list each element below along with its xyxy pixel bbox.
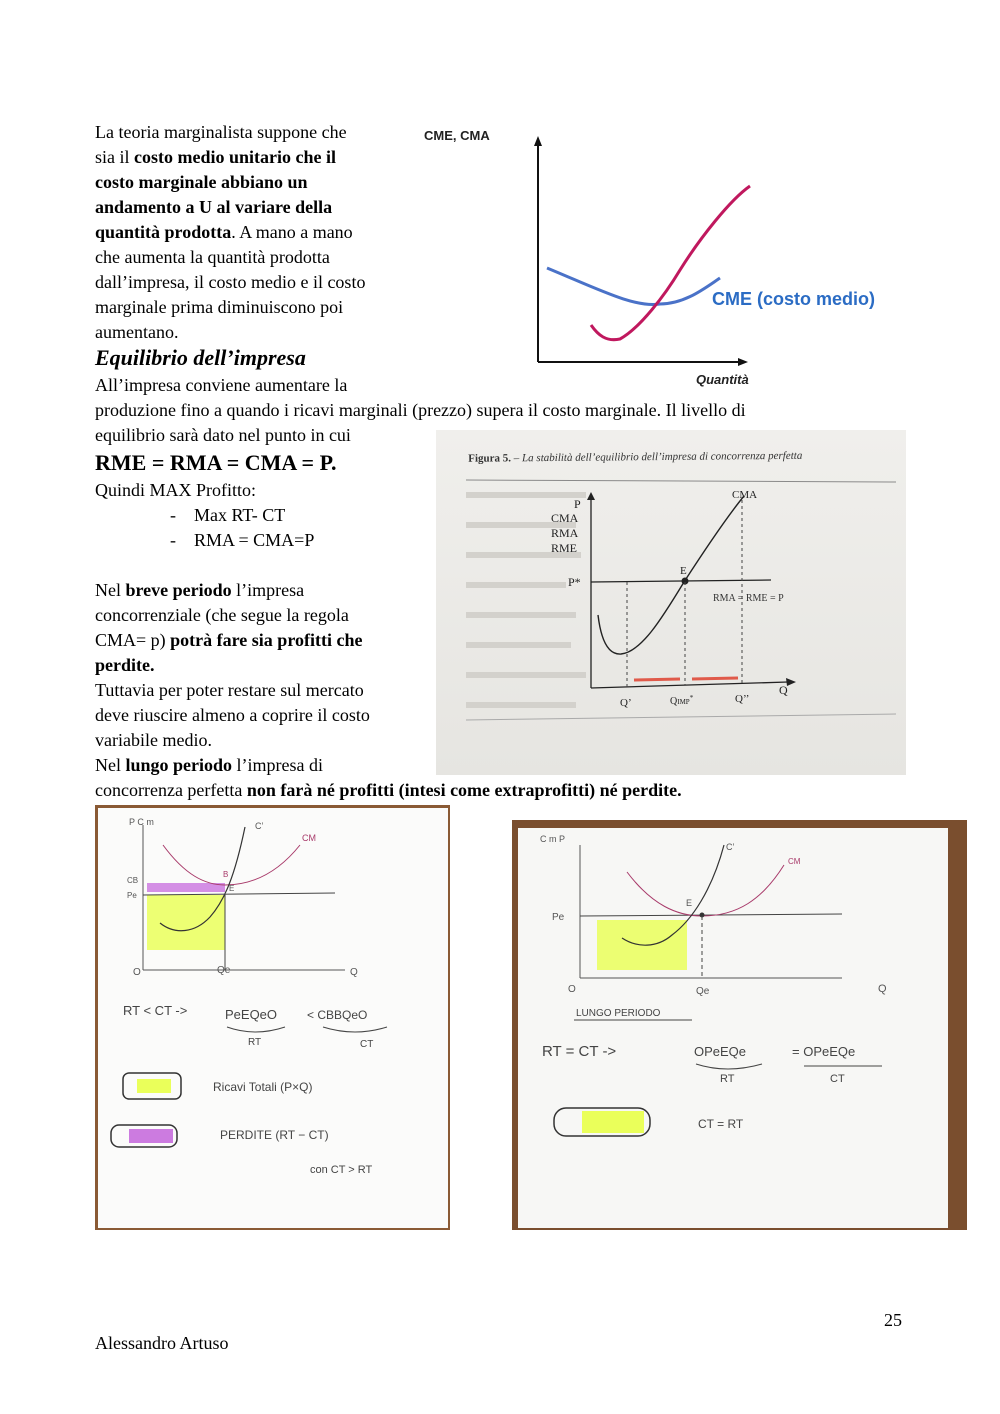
y-label-p: P bbox=[574, 497, 581, 511]
intro-line: che aumenta la quantità prodotta bbox=[95, 247, 330, 267]
origin-label: O bbox=[133, 967, 141, 978]
legend-swatch-yellow bbox=[137, 1079, 171, 1093]
eq-rt-label: RT bbox=[720, 1073, 735, 1085]
e-label: E bbox=[680, 565, 687, 577]
y-axis-handwritten-label: P C m bbox=[129, 817, 154, 827]
equilibrium-line: equilibrio sarà dato nel punto in cui bbox=[95, 425, 351, 445]
q2-tick: Q’’ bbox=[735, 693, 750, 705]
b-label: B bbox=[223, 870, 229, 879]
long-run-line: concorrenza perfetta non farà né profitti (intesi come extraprofitti) né perdite. bbox=[95, 780, 682, 800]
origin-label: O bbox=[568, 984, 576, 995]
eq-part-b: OPeEQe bbox=[694, 1044, 747, 1059]
y-axis-label: CME, CMA bbox=[424, 128, 490, 143]
pe-label: Pe bbox=[552, 912, 565, 923]
fig5-x-axis bbox=[591, 682, 788, 688]
page-number: 25 bbox=[884, 1310, 902, 1330]
legend-ct-rt-label: CT = RT bbox=[698, 1117, 744, 1131]
bullet-item: - Max RT- CT bbox=[170, 505, 286, 525]
pe-label: Pe bbox=[127, 891, 137, 900]
cm-label: CM bbox=[302, 833, 316, 843]
long-run-title: LUNGO PERIODO bbox=[576, 1008, 661, 1019]
q-label: Q bbox=[350, 967, 358, 978]
equilibrium-line: produzione fino a quando i ricavi marginali (prezzo) supera il costo marginale. Il livello di bbox=[95, 400, 746, 420]
loss-highlight bbox=[147, 883, 225, 892]
intro-line: marginale prima diminuiscono poi bbox=[95, 297, 344, 317]
bullet-item: - RMA = CMA=P bbox=[170, 530, 315, 550]
legend-revenue-label: Ricavi Totali (P×Q) bbox=[213, 1080, 313, 1094]
eq-part-a: RT = CT -> bbox=[542, 1043, 617, 1060]
figure5-caption: Figura 5. – La stabilità dell’equilibrio dell’impresa di concorrenza perfetta bbox=[468, 449, 803, 465]
x-axis-arrow-icon bbox=[738, 358, 748, 366]
cme-curve bbox=[547, 268, 720, 305]
short-run-paragraph: Nel breve periodo l’impresa concorrenziale (che segue la regola CMA= p) potrà fare sia profitti che perdite. Tuttavia per poter restare sul mercato deve riuscire almeno a coprire il costo variabile medio. Nel lungo periodo l’impresa di bbox=[95, 580, 370, 775]
arrow-right-red bbox=[634, 679, 680, 680]
caption-rule bbox=[466, 480, 896, 482]
pe-line bbox=[143, 893, 335, 895]
cme-legend: CME (costo medio) bbox=[712, 289, 876, 309]
q-label: Q bbox=[878, 983, 887, 995]
cb-label: CB bbox=[127, 876, 139, 885]
q1-tick: Q’ bbox=[620, 697, 632, 709]
cma-curve bbox=[598, 496, 744, 654]
intro-paragraph bbox=[95, 120, 415, 345]
intro-line: aumentano. bbox=[95, 322, 179, 342]
figure5-photo bbox=[436, 430, 906, 775]
y-axis-handwritten-label: C m P bbox=[540, 834, 566, 844]
cma-curve-label: CMA bbox=[732, 489, 758, 501]
cma-curve bbox=[591, 186, 750, 340]
y-label-rme: RME bbox=[551, 541, 578, 555]
y-label-cma: CMA bbox=[551, 511, 579, 525]
equilibrium-formula: RME = RMA = CMA = P. bbox=[95, 450, 337, 475]
intro-line: costo marginale abbiano un bbox=[95, 172, 308, 192]
price-line-label: RMA = RME = P bbox=[713, 593, 784, 604]
handwritten-photo-long-run bbox=[512, 820, 967, 1230]
fig5-y-arrow-icon bbox=[587, 492, 595, 500]
intro-line: sia il costo medio unitario che il bbox=[95, 147, 336, 167]
arrow-left-red bbox=[692, 678, 738, 679]
price-line bbox=[591, 580, 771, 582]
underbrace-rt bbox=[696, 1064, 762, 1069]
eq-part-a: RT < CT -> bbox=[123, 1003, 188, 1018]
c1-label: C’ bbox=[726, 842, 735, 852]
legend-swatch-purple bbox=[129, 1129, 173, 1143]
handwritten-photo-short-run bbox=[95, 805, 450, 1230]
equilibrium-line: All’impresa conviene aumentare la bbox=[95, 375, 348, 395]
eq-part-c: < CBBQeO bbox=[307, 1008, 368, 1022]
fig5-x-label: Q bbox=[779, 683, 788, 697]
underbrace-ct bbox=[323, 1027, 387, 1032]
p-star-label: P* bbox=[568, 575, 581, 589]
max-profit-label: Quindi MAX Profitto: bbox=[95, 480, 257, 500]
eq-part-c: = OPeEQe bbox=[792, 1044, 856, 1059]
long-run-sketch bbox=[512, 820, 967, 1230]
eq-rt-label: RT bbox=[248, 1037, 262, 1048]
equilibrium-heading: Equilibrio dell’impresa bbox=[95, 345, 306, 370]
legend-loss-condition: con CT > RT bbox=[310, 1164, 373, 1176]
intro-line: La teoria marginalista suppone che bbox=[95, 122, 347, 142]
figure5-chart bbox=[436, 430, 906, 775]
underbrace-rt bbox=[227, 1027, 285, 1032]
eq-ct-label: CT bbox=[360, 1039, 374, 1050]
author-name: Alessandro Artuso bbox=[95, 1333, 229, 1353]
y-label-rma: RMA bbox=[551, 526, 579, 540]
x-axis-label: Quantità bbox=[696, 372, 749, 387]
intro-line: andamento a U al variare della bbox=[95, 197, 333, 217]
y-axis-arrow-icon bbox=[534, 136, 542, 146]
cm-curve bbox=[627, 865, 784, 916]
revenue-highlight bbox=[147, 895, 225, 950]
c1-label: C’ bbox=[255, 821, 264, 831]
legend-loss-label: PERDITE (RT − CT) bbox=[220, 1128, 329, 1142]
page-curve bbox=[466, 714, 896, 720]
cost-curves-chart bbox=[420, 120, 910, 395]
cm-label: CM bbox=[788, 857, 801, 866]
e-label: E bbox=[229, 884, 235, 893]
intro-line: dall’impresa, il costo medio e il costo bbox=[95, 272, 366, 292]
eq-ct-label: CT bbox=[830, 1073, 845, 1085]
qe-label: Qe bbox=[217, 965, 231, 976]
qe-label: Qe bbox=[696, 986, 710, 997]
legend-swatch-yellow bbox=[582, 1111, 644, 1133]
e-label: E bbox=[686, 898, 693, 908]
eq-part-b: PeEQeO bbox=[225, 1007, 278, 1022]
qimp-tick: QIMP* bbox=[670, 694, 694, 707]
short-run-sketch bbox=[95, 805, 450, 1230]
intro-line: quantità prodotta. A mano a mano bbox=[95, 222, 353, 242]
